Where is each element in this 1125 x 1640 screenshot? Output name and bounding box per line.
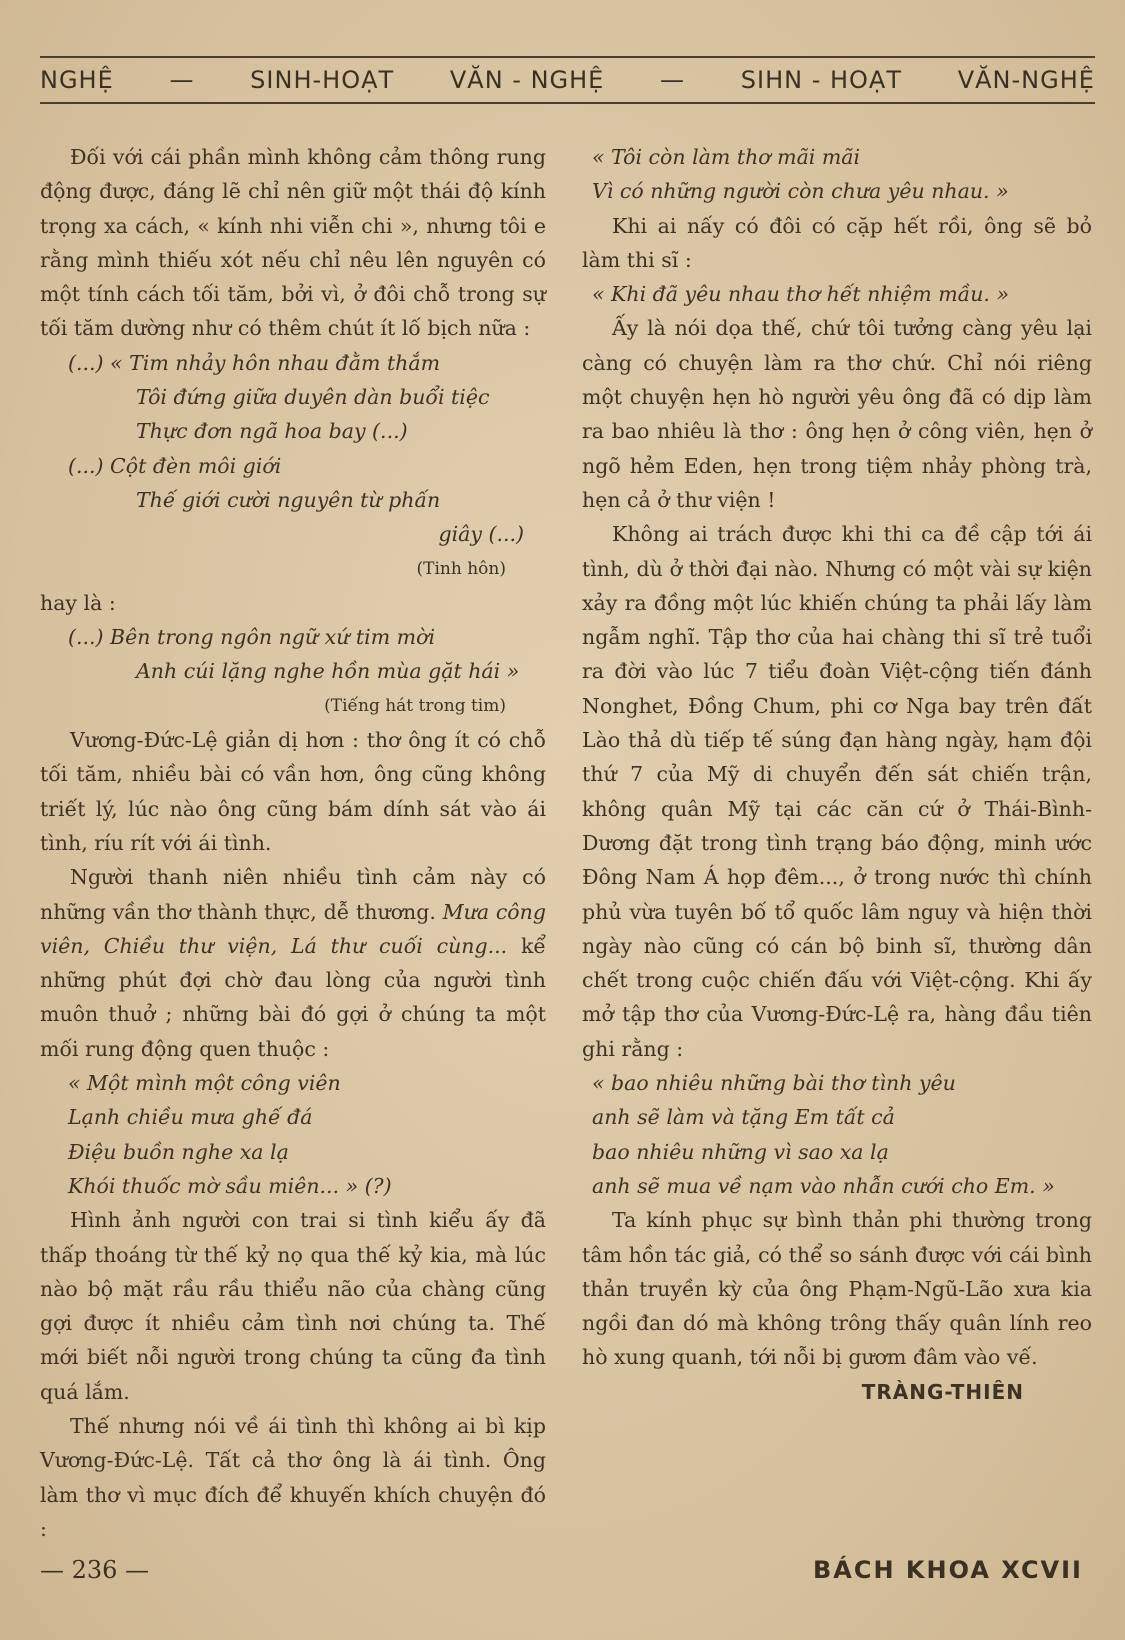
verse-line: Thế giới cười nguyên từ phấn (136, 487, 441, 512)
verse-line: anh sẽ mua về nạm vào nhẫn cưới cho Em. » (592, 1173, 1055, 1198)
verse-block (40, 1066, 546, 1203)
verse-line: Tôi đứng giữa duyên dàn buổi tiệc (136, 385, 490, 410)
paragraph: Đối với cái phần mình không cảm thông rung động được, đáng lẽ chỉ nên giữ một thái độ kính trọng xa cách, « kính nhi viễn chi », nhưng tôi e rằng mình thiếu xót nếu chỉ nêu lên nguyên có một tính cách tối tăm, bởi vì, ở đôi chỗ trong sự tối tăm dường như có thêm chút ít lố bịch nữa : (40, 145, 546, 341)
poem-source: (Tinh hôn) (416, 558, 506, 579)
poem-titles: Mưa công viên, Chiều thư viện, Lá thư cuối cùng... (40, 899, 546, 958)
running-header (40, 56, 1095, 104)
verse-line: Vì có những người còn chưa yêu nhau. » (592, 179, 1009, 204)
verse-line: Điệu buồn nghe xa lạ (68, 1139, 289, 1164)
page-footer (40, 1556, 1083, 1584)
verse-block (582, 277, 1092, 311)
verse-block (40, 620, 546, 689)
magazine-issue: BÁCH KHOA XCVII (813, 1556, 1083, 1584)
verse-line: Thực đơn ngã hoa bay (...) (136, 419, 408, 444)
paragraph-text: kể những phút đợi chờ đau lòng của người tình muôn thuở ; những bài đó gợi ở chúng ta một mối rung động quen thuộc : (40, 933, 546, 1061)
paragraph: Vương-Đức-Lệ giản dị hơn : thơ ông ít có chỗ tối tăm, nhiều bài có vần hơn, ông cũng không triết lý, lúc nào ông cũng bám dính sát vào ái tình, ríu rít với ái tình. (40, 728, 546, 855)
verse-line: (...) Bên trong ngôn ngữ xứ tim mời (68, 625, 435, 650)
paragraph: Thế nhưng nói về ái tình thì không ai bì kịp Vương-Đức-Lệ. Tất cả thơ ông là ái tình. Ông làm thơ vì mục đích để khuyến khích chuyện đó : (40, 1413, 546, 1541)
verse-line: « Tôi còn làm thơ mãi mãi (592, 145, 861, 169)
verse-line: bao nhiêu những vì sao xa lạ (592, 1139, 889, 1164)
verse-block (582, 1066, 1092, 1203)
verse-line: « bao nhiêu những bài thơ tình yêu (592, 1071, 956, 1096)
header-item: SIHN - HOẠT (740, 66, 902, 94)
paragraph: Hình ảnh người con trai si tình kiểu ấy đã thấp thoáng từ thế kỷ nọ qua thế kỷ kia, mà lúc nào bộ mặt rầu rầu thiểu não của chàng cũng gợi được ít nhiều cảm tình nơi chúng ta. Thế mới biết nỗi người trong chúng ta cũng đa tình quá lắm. (40, 1208, 546, 1404)
verse-line: Lạnh chiều mưa ghế đá (68, 1105, 313, 1130)
verse-line: (...) Cột đèn môi giới (68, 453, 282, 478)
page-number: — 236 — (40, 1556, 150, 1584)
verse-line: anh sẽ làm và tặng Em tất cả (592, 1105, 895, 1130)
header-item: NGHỆ (40, 66, 114, 94)
verse-line: Khói thuốc mờ sầu miên... » (?) (68, 1173, 392, 1198)
left-column (40, 140, 546, 1546)
paragraph: Khi ai nấy có đôi có cặp hết rồi, ông sẽ bỏ làm thi sĩ : (582, 213, 1092, 272)
verse-line: (...) « Tim nhảy hôn nhau đằm thắm (68, 350, 441, 375)
header-dash: — (169, 66, 195, 94)
verse-block (582, 140, 1092, 209)
header-item: VĂN-NGHỆ (957, 66, 1095, 94)
paragraph: hay là : (40, 590, 116, 615)
right-column (582, 140, 1092, 1409)
verse-line: Anh cúi lặng nghe hồn mùa gặt hái » (136, 659, 520, 684)
paragraph: Ấy là nói dọa thế, chứ tôi tưởng càng yêu lại càng có chuyện làm ra thơ chứ. Chỉ nói riêng một chuyện hẹn hò người yêu ông đã có dịp làm ra bao nhiêu là thơ : ông hẹn ở công viên, hẹn ở ngõ hẻm Eden, hẹn trong tiệm nhảy phòng trà, hẹn cả ở thư viện ! (582, 316, 1092, 512)
paragraph-text: Người thanh niên nhiều tình cảm này có những vần thơ thành thực, dễ thương. (40, 865, 546, 924)
paragraph: Không ai trách được khi thi ca đề cập tới ái tình, dù ở thời đại nào. Nhưng có một vài sự kiện xảy ra đồng một lúc khiến chúng ta phải lấy làm ngẫm nghĩ. Tập thơ của hai chàng thi sĩ trẻ tuổi ra đời vào lúc 7 tiểu đoàn Việt-cộng tiến đánh Nonghet, Đồng Chum, phi cơ Nga bay trên đất Lào thả dù tiếp tế súng đạn hàng ngày, hạm đội thứ 7 của Mỹ di chuyển đến sát chiến trận, không quân Mỹ tại các căn cứ ở Thái-Bình-Dương đặt trong tình trạng báo động, minh ước Đông Nam Á họp đêm..., ở trong nước thì chính phủ vừa tuyên bố tổ quốc lâm nguy và hiện thời ngày nào cũng có cán bộ binh sĩ, thường dân chết trong cuộc chiến đấu với Việt-cộng. Khi ấy mở tập thơ của Vương-Đức-Lệ ra, hàng đầu tiên ghi rằng : (582, 522, 1092, 1061)
header-dash: — (660, 66, 686, 94)
header-item: VĂN - NGHỆ (449, 66, 605, 94)
paragraph (40, 860, 546, 1066)
verse-line: giây (...) (438, 522, 524, 547)
verse-block (40, 346, 546, 552)
verse-line: « Một mình một công viên (68, 1071, 341, 1096)
header-item: SINH-HOẠT (250, 66, 395, 94)
author-signature: TRÀNG-THIÊN (861, 1379, 1024, 1404)
poem-source: (Tiếng hát trong tim) (324, 695, 506, 716)
paragraph: Ta kính phục sự bình thản phi thường trong tâm hồn tác giả, có thể so sánh được với cái bình thản truyền kỳ của ông Phạm-Ngũ-Lão xưa kia ngồi đan dó mà không trông thấy quân lính reo hò xung quanh, tới nỗi bị gươm đâm vào vế. (582, 1208, 1092, 1370)
verse-line: « Khi đã yêu nhau thơ hết nhiệm mầu. » (592, 282, 1009, 307)
